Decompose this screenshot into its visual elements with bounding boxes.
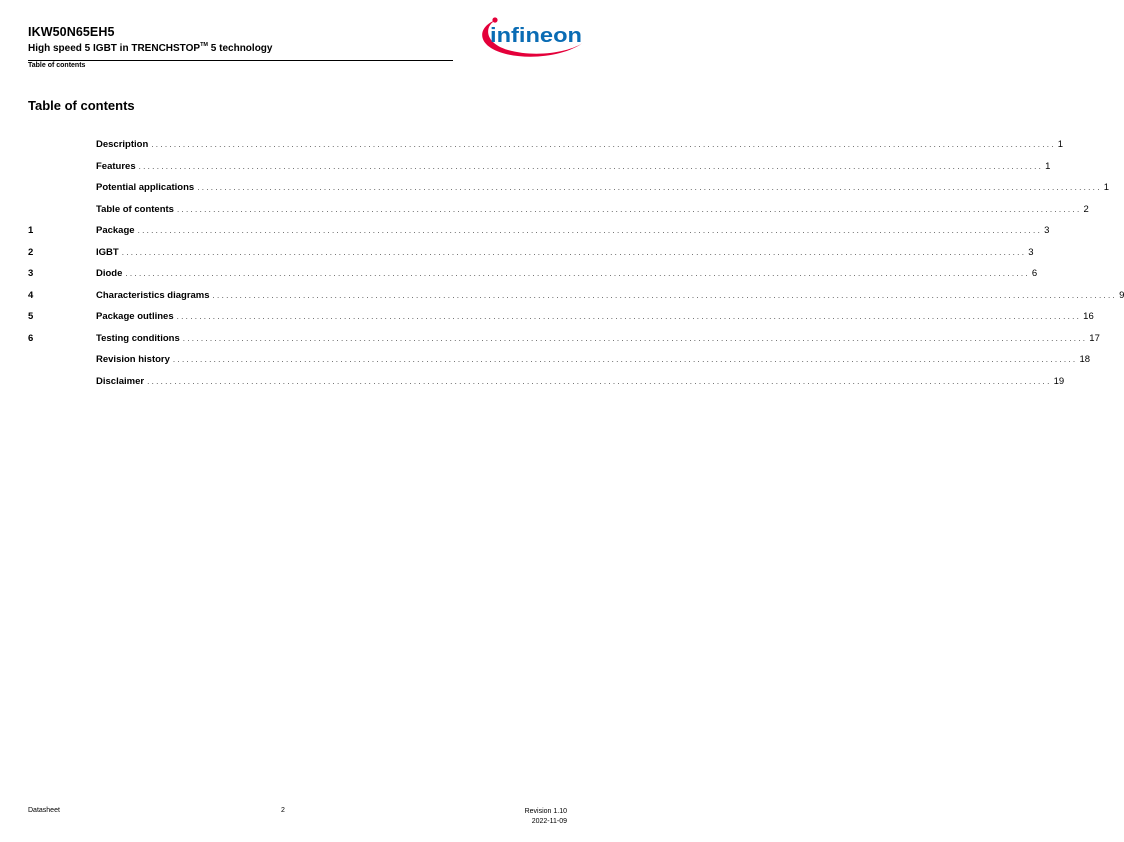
toc-entry[interactable] [28, 201, 1089, 223]
footer-date: 2022-11-09 [531, 818, 567, 825]
toc-entry-page[interactable]: 2 [1083, 203, 1089, 215]
toc-entry-page[interactable]: 18 [1079, 354, 1091, 365]
toc-dot-leader: ........................................................................................................................................................................................................ [151, 140, 1056, 149]
toc-entry-line[interactable] [96, 268, 1038, 279]
toc-entry-label[interactable]: Potential applications [96, 182, 195, 193]
toc-entry-number: 6 [28, 332, 34, 344]
toc-entry-page[interactable]: 6 [1031, 268, 1038, 279]
infineon-logo [476, 12, 586, 62]
footer-revision: Revision 1.10 [524, 808, 567, 815]
toc-entry-page[interactable]: 17 [1089, 332, 1100, 344]
document-part-number: IKW50N65EH5 [28, 25, 115, 39]
toc-entry-label[interactable]: Revision history [96, 354, 170, 365]
toc-entry[interactable] [28, 244, 1034, 266]
toc-entry-page[interactable]: 1 [1057, 139, 1064, 150]
toc-entry-label[interactable]: Testing conditions [96, 332, 180, 344]
toc-entry-number: 2 [28, 246, 34, 258]
toc-entry-line[interactable] [96, 139, 1064, 150]
logo-wordmark: infineon [490, 25, 582, 47]
toc-entry-line[interactable] [96, 225, 1050, 236]
toc-dot-leader: ........................................................................................................................................................................................................ [147, 376, 1052, 386]
toc-entry[interactable] [28, 287, 1124, 309]
document-subtitle [28, 42, 272, 54]
toc-dot-leader: ........................................................................................................................................................................................................ [212, 290, 1118, 300]
toc-entry-line[interactable] [96, 375, 1065, 387]
toc-dot-leader: ........................................................................................................................................................................................................ [138, 161, 1044, 171]
toc-entry-page[interactable]: 16 [1083, 311, 1094, 322]
toc-entry[interactable] [28, 308, 1094, 330]
running-section-title: Table of contents [28, 62, 86, 69]
toc-entry-page[interactable]: 3 [1028, 246, 1034, 258]
toc-dot-leader: ........................................................................................................................................................................................................ [172, 355, 1078, 364]
logo-dot [492, 17, 497, 22]
toc-entry-page[interactable]: 1 [1103, 182, 1110, 193]
toc-entry-line[interactable] [96, 160, 1051, 172]
toc-dot-leader: ........................................................................................................................................................................................................ [182, 333, 1088, 343]
toc-entry-line[interactable] [96, 203, 1089, 215]
toc-dot-leader: ........................................................................................................................................................................................................ [176, 204, 1082, 214]
toc-entry-label[interactable]: Diode [96, 268, 123, 279]
toc-dot-leader: ........................................................................................................................................................................................................ [176, 312, 1082, 321]
toc-entry-page[interactable]: 1 [1045, 160, 1051, 172]
toc-dot-leader: ........................................................................................................................................................................................................ [125, 269, 1030, 278]
footer-doc-type: Datasheet [28, 807, 60, 814]
toc-entry-line[interactable] [96, 246, 1034, 258]
toc-entry-label[interactable]: Disclaimer [96, 375, 145, 387]
toc-entry-line[interactable] [96, 354, 1091, 365]
toc-dot-leader: ........................................................................................................................................................................................................ [121, 247, 1027, 257]
header-divider [28, 60, 453, 61]
toc-entry-number: 4 [28, 289, 34, 301]
toc-entry[interactable] [28, 158, 1051, 180]
footer-revision-block [525, 807, 567, 827]
toc-entry-line[interactable] [96, 182, 1110, 193]
trademark-superscript: TM [200, 42, 209, 48]
toc-entry-number: 5 [28, 311, 34, 322]
footer-page-number: 2 [281, 807, 285, 814]
toc-entry-label[interactable]: Table of contents [96, 203, 174, 215]
toc-entry-label[interactable]: Package outlines [96, 311, 174, 322]
toc-entry[interactable] [28, 373, 1065, 395]
toc-dot-leader: ........................................................................................................................................................................................................ [197, 183, 1102, 192]
toc-entry-number: 3 [28, 268, 34, 279]
subtitle-text: High speed 5 IGBT in TRENCHSTOP [28, 43, 201, 54]
toc-dot-leader: ........................................................................................................................................................................................................ [137, 226, 1043, 235]
toc-entry[interactable] [28, 179, 1110, 201]
subtitle-text-end: 5 technology [208, 43, 273, 54]
toc-entry-label[interactable]: Package [96, 225, 135, 236]
toc-entry[interactable] [28, 222, 1050, 244]
toc-entry[interactable] [28, 330, 1100, 352]
toc-entry-label[interactable]: IGBT [96, 246, 119, 258]
toc-entry-label[interactable]: Characteristics diagrams [96, 289, 210, 301]
toc-entry-number: 1 [28, 225, 34, 236]
toc-entry-page[interactable]: 19 [1053, 375, 1065, 387]
toc-entry-line[interactable] [96, 332, 1100, 344]
toc-entry-label[interactable]: Features [96, 160, 136, 172]
table-of-contents [28, 136, 1124, 394]
toc-entry-line[interactable] [96, 289, 1124, 301]
toc-entry[interactable] [28, 136, 1064, 158]
toc-entry-page[interactable]: 9 [1119, 289, 1124, 301]
page-heading: Table of contents [28, 98, 135, 113]
toc-entry[interactable] [28, 351, 1091, 373]
toc-entry[interactable] [28, 265, 1038, 287]
toc-entry-line[interactable] [96, 311, 1094, 322]
toc-entry-page[interactable]: 3 [1044, 225, 1050, 236]
toc-entry-label[interactable]: Description [96, 139, 149, 150]
